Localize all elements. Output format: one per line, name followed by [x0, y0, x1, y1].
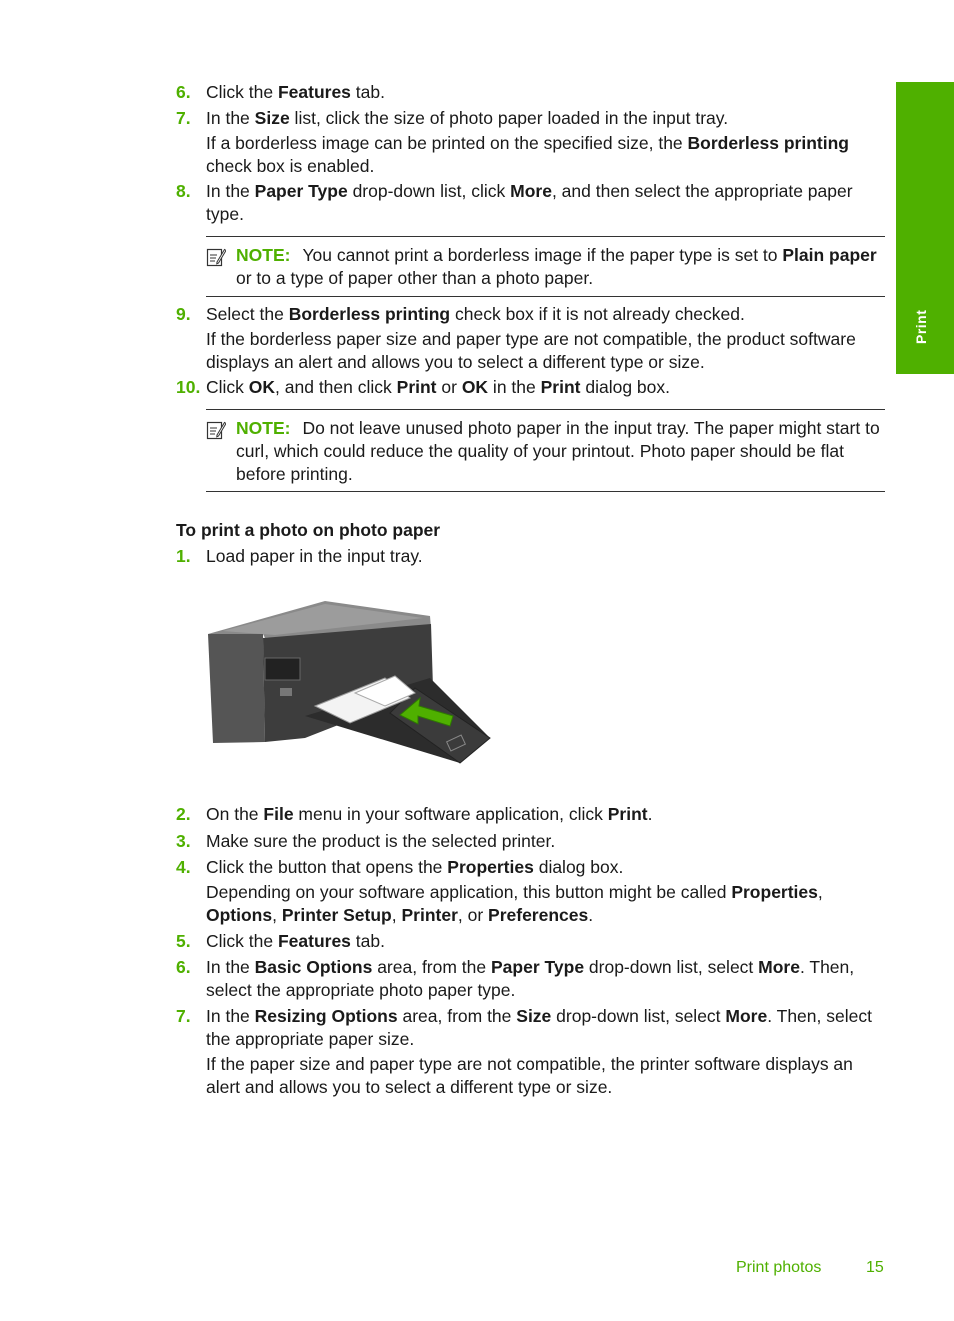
note-text: NOTE: Do not leave unused photo paper in the input tray. The paper might start to curl, which could reduce the quality of your printout. Photo paper should be flat before printing. — [236, 418, 880, 484]
chapter-side-tab-label: Print — [913, 309, 929, 344]
step-number: 7. — [176, 108, 191, 128]
chapter-side-tab — [896, 82, 954, 374]
step-number: 1. — [176, 546, 191, 566]
step-detail-text: If the paper size and paper type are not compatible, the printer software displays an alert and allows you to select a different type or size. — [206, 1054, 853, 1097]
bold-term: Printer — [401, 905, 458, 925]
note-text: NOTE: You cannot print a borderless image if the paper type is set to Plain paper or to a type of paper other than a photo paper. — [236, 245, 877, 288]
step-number: 10. — [176, 377, 201, 397]
bold-term: Properties — [731, 882, 818, 902]
step-7b — [176, 1005, 886, 1099]
bold-term: More — [725, 1006, 768, 1026]
note-label: NOTE: — [236, 245, 291, 265]
step-number: 2. — [176, 804, 191, 824]
bold-term: Print — [607, 804, 648, 824]
step-number: 5. — [176, 931, 191, 951]
step-text: Load paper in the input tray. — [206, 546, 423, 566]
bold-term: Features — [277, 82, 351, 102]
bold-term: Size — [516, 1006, 552, 1026]
step-text: Make sure the product is the selected printer. — [206, 831, 556, 851]
step-4 — [176, 856, 886, 927]
bold-term: Borderless printing — [687, 133, 849, 153]
section-heading: To print a photo on photo paper — [176, 520, 441, 540]
footer-page-number: 15 — [866, 1259, 884, 1276]
step-number: 8. — [176, 181, 191, 201]
step-8 — [176, 180, 886, 226]
step-text: Select the Borderless printing check box if it is not already checked. — [206, 304, 745, 324]
step-text: In the Basic Options area, from the Paper Type drop-down list, select More. Then, select the appropriate photo paper type. — [206, 957, 855, 1000]
note-pencil-icon — [206, 420, 226, 440]
step-6b — [176, 956, 886, 1002]
step-text: In the Paper Type drop-down list, click More, and then select the appropriate paper type. — [206, 181, 853, 224]
bold-term: OK — [248, 377, 276, 397]
bold-term: Paper Type — [491, 957, 585, 977]
bold-term: OK — [461, 377, 489, 397]
bold-term: Options — [206, 905, 273, 925]
step-number: 4. — [176, 857, 191, 877]
step-text: Click the Features tab. — [206, 82, 385, 102]
step-number: 6. — [176, 82, 191, 102]
bold-term: Print — [396, 377, 437, 397]
step-7 — [176, 107, 886, 178]
step-2 — [176, 803, 886, 826]
step-text: In the Resizing Options area, from the Size drop-down list, select More. Then, select the appropriate paper size. — [206, 1006, 872, 1049]
step-load-1 — [176, 545, 886, 568]
step-text: Click the button that opens the Properties dialog box. — [206, 857, 624, 877]
bold-term: Print — [540, 377, 581, 397]
bold-term: Borderless printing — [288, 304, 451, 324]
bold-term: Basic Options — [254, 957, 373, 977]
bold-term: Resizing Options — [254, 1006, 398, 1026]
step-text: Click the Features tab. — [206, 931, 385, 951]
bold-term: More — [758, 957, 800, 977]
bold-term: Size — [254, 108, 290, 128]
bold-term: Properties — [447, 857, 534, 877]
note-label: NOTE: — [236, 418, 291, 438]
step-9 — [176, 303, 886, 374]
step-text: On the File menu in your software application, click Print. — [206, 804, 653, 824]
note-pencil-icon — [206, 247, 226, 267]
step-detail-text: Depending on your software application, this button might be called Properties, Options, Printer Setup, Printer, or Preferences. — [206, 882, 823, 925]
step-10 — [176, 376, 886, 399]
step-number: 3. — [176, 831, 191, 851]
bold-term: Plain paper — [782, 245, 877, 265]
step-detail-text: If the borderless paper size and paper type are not compatible, the product software displays an alert and allows you to select a different type or size. — [206, 329, 856, 372]
footer-section-title: Print photos — [736, 1259, 822, 1276]
bold-term: File — [263, 804, 294, 824]
step-5 — [176, 930, 886, 953]
note-borderless — [206, 236, 885, 297]
bold-term: More — [510, 181, 552, 201]
step-text: In the Size list, click the size of photo paper loaded in the input tray. — [206, 108, 729, 128]
step-3 — [176, 830, 886, 853]
bold-term: Printer Setup — [281, 905, 392, 925]
step-number: 9. — [176, 304, 191, 324]
step-number: 6. — [176, 957, 191, 977]
printer-load-paper-illustration — [205, 598, 495, 768]
step-detail-text: If a borderless image can be printed on the specified size, the Borderless printing check box is enabled. — [206, 133, 849, 176]
bold-term: Paper Type — [254, 181, 348, 201]
bold-term: Features — [277, 931, 351, 951]
bold-term: Preferences — [488, 905, 589, 925]
note-unused-paper — [206, 409, 885, 492]
step-6 — [176, 81, 886, 104]
step-number: 7. — [176, 1006, 191, 1026]
step-text: Click OK, and then click Print or OK in the Print dialog box. — [206, 377, 670, 397]
